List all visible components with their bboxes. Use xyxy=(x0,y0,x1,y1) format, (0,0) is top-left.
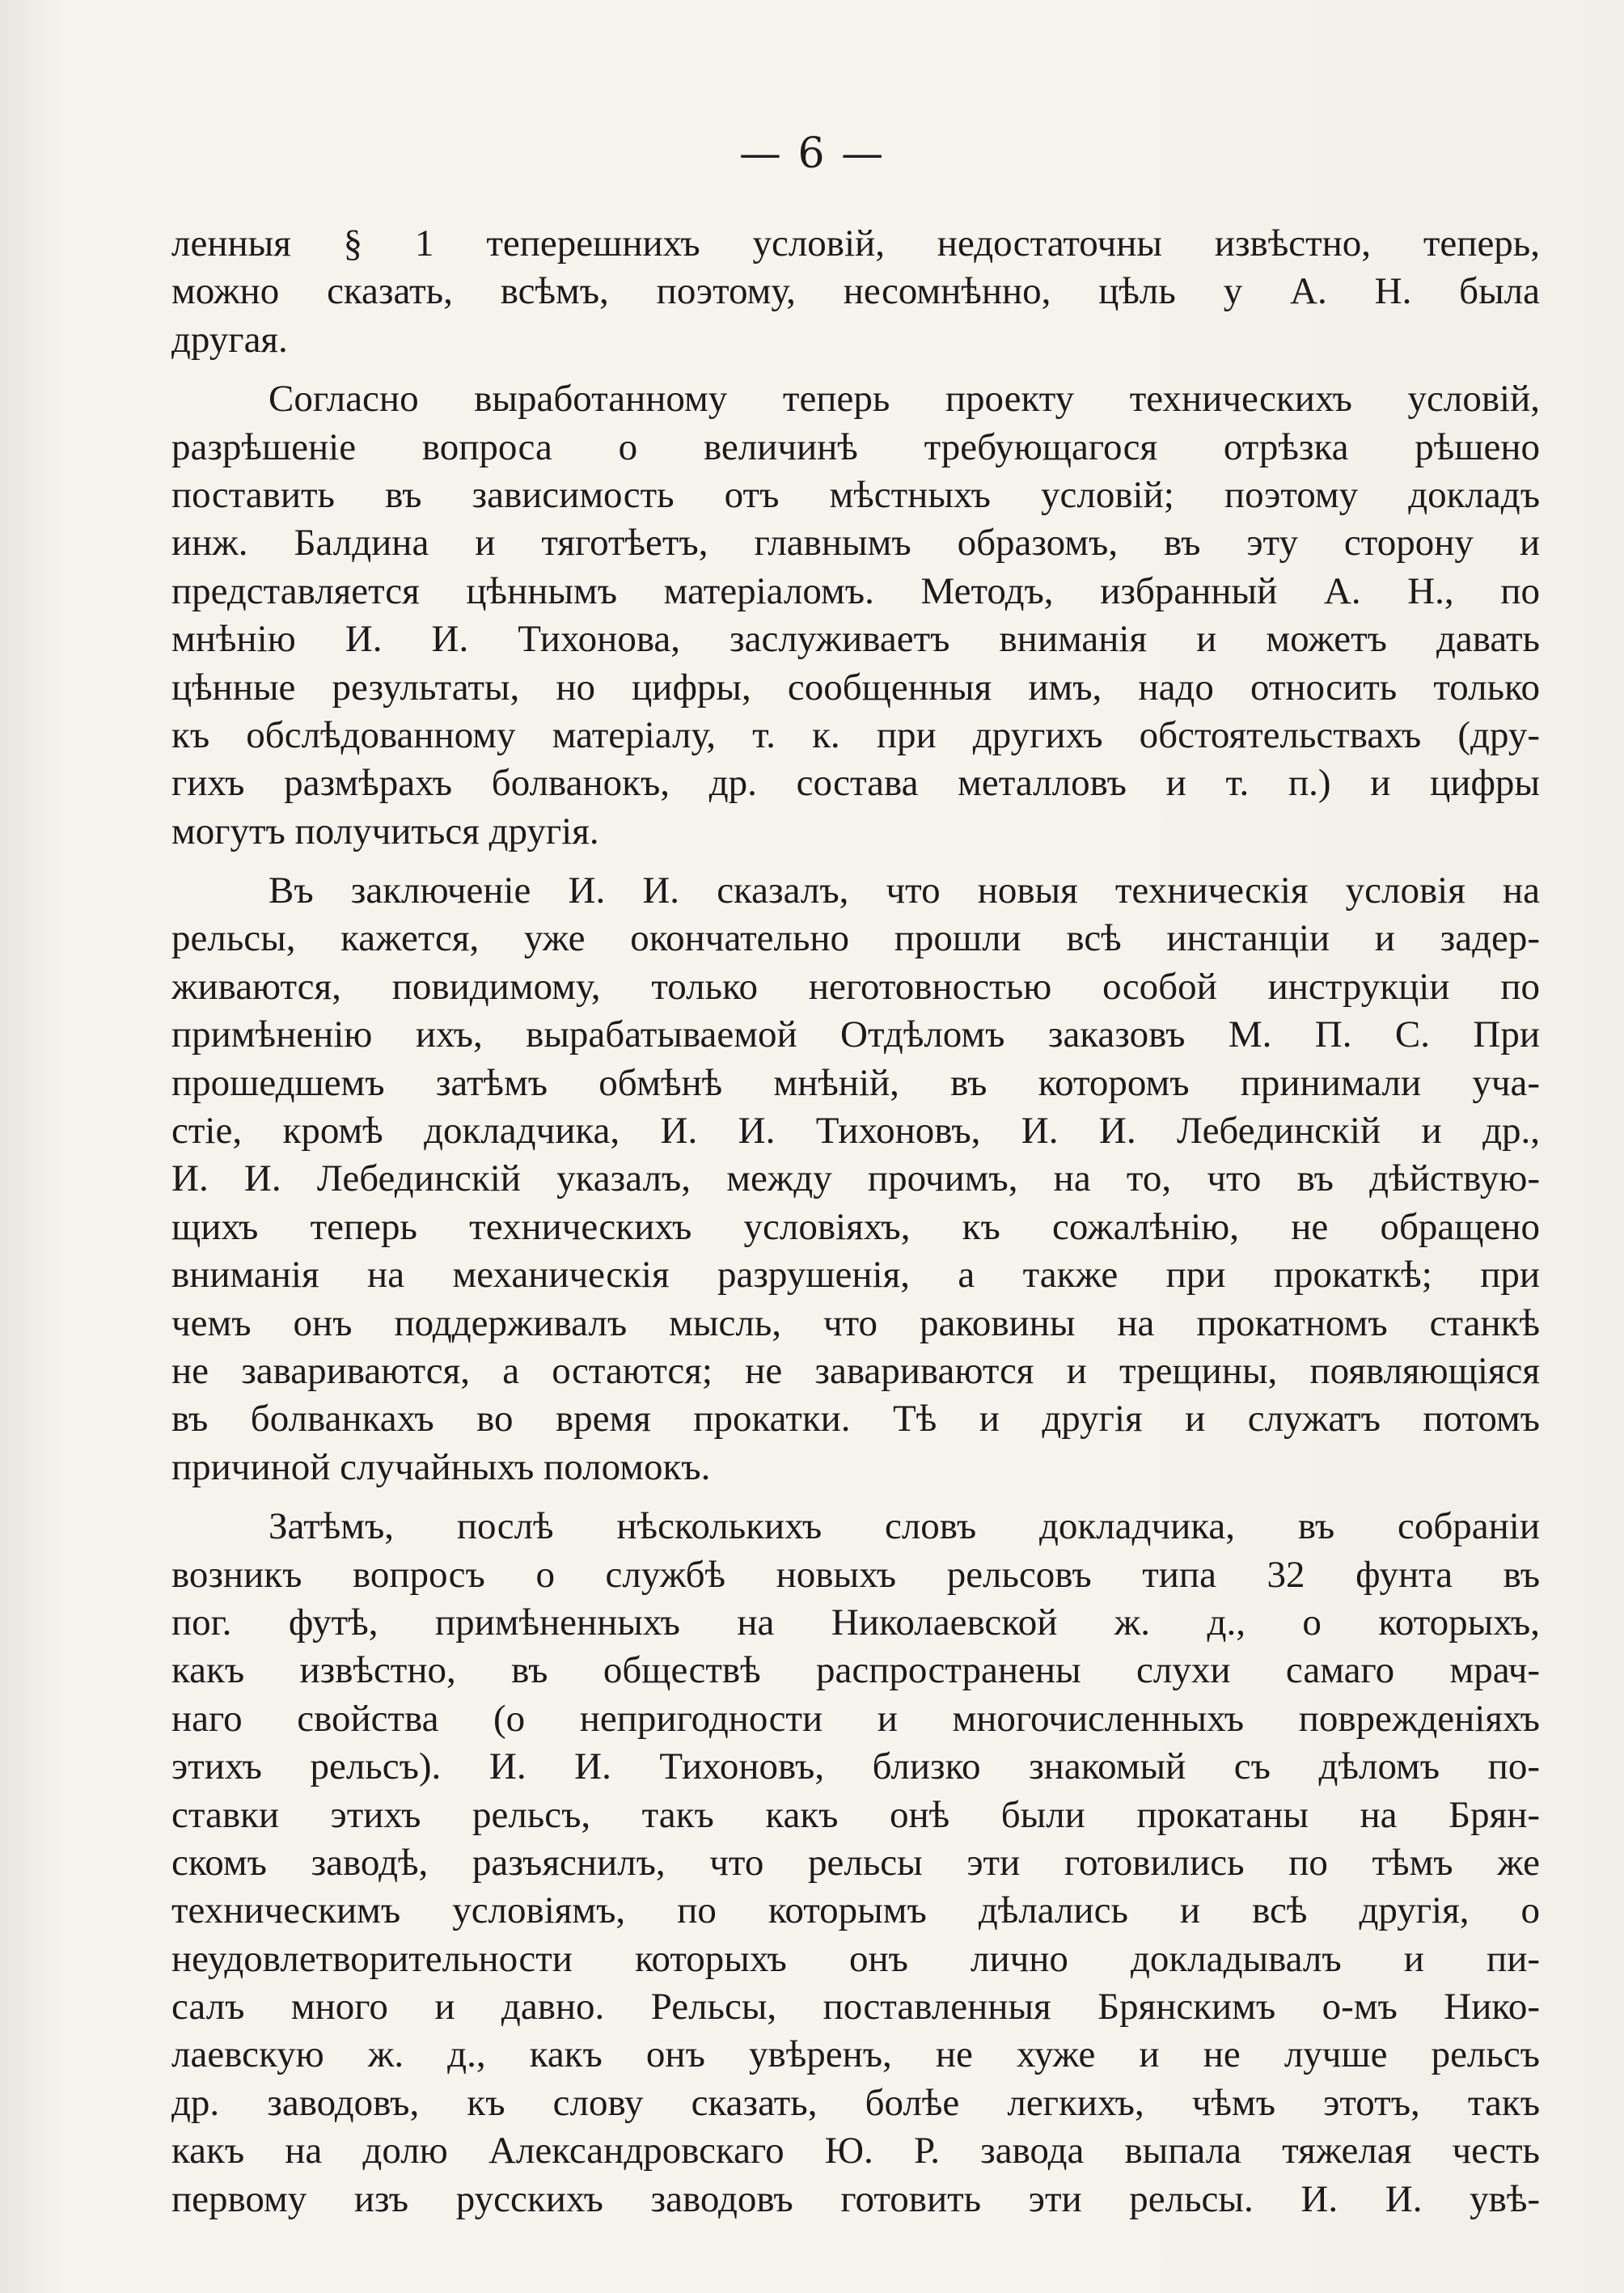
text-line: разрѣшеніе вопроса о величинѣ требующагося отрѣзка рѣшено xyxy=(171,425,1540,468)
text-line: возникъ вопросъ о службѣ новыхъ рельсовъ типа 32 фунта въ xyxy=(171,1553,1540,1596)
text-line: др. заводовъ, къ слову сказать, болѣе легкихъ, чѣмъ этотъ, такъ xyxy=(171,2081,1540,2124)
text-line: прошедшемъ затѣмъ обмѣнѣ мнѣній, въ которомъ принимали уча- xyxy=(171,1061,1540,1104)
text-line: наго свойства (о непригодности и многочисленныхъ поврежденіяхъ xyxy=(171,1697,1540,1740)
text-line: салъ много и давно. Рельсы, поставленныя Брянскимъ о-мъ Нико- xyxy=(171,1986,1540,2029)
text-line: можно сказать, всѣмъ, поэтому, несомнѣнно, цѣль у А. Н. была xyxy=(171,270,1540,313)
text-line: къ обслѣдованному матеріалу, т. к. при другихъ обстоятельствахъ (дру- xyxy=(171,713,1540,756)
text-line: Въ заключеніе И. И. сказалъ, что новыя техническія условія на xyxy=(269,869,1540,912)
text-line: неудовлетворительности которыхъ онъ лично докладывалъ и пи- xyxy=(171,1937,1540,1980)
text-line: примѣненію ихъ, вырабатываемой Отдѣломъ заказовъ М. П. С. При xyxy=(171,1013,1540,1056)
text-line: ставки этихъ рельсъ, такъ какъ онѣ были прокатаны на Брян- xyxy=(171,1793,1540,1836)
text-line: техническимъ условіямъ, по которымъ дѣлались и всѣ другія, о xyxy=(171,1889,1540,1932)
paragraph xyxy=(171,1503,1540,2223)
text-line: Согласно выработанному теперь проекту техническихъ условій, xyxy=(269,378,1540,421)
paragraph xyxy=(171,375,1540,856)
text-line: щихъ теперь техническихъ условіяхъ, къ сожалѣнію, не обращено xyxy=(171,1205,1540,1248)
paragraph xyxy=(171,867,1540,1491)
text-line: причиной случайныхъ поломокъ. xyxy=(171,1445,711,1488)
text-line: лаевскую ж. д., какъ онъ увѣренъ, не хуже и не лучше рельсъ xyxy=(171,2033,1540,2076)
text-line: представляется цѣннымъ матеріаломъ. Методъ, избранный А. Н., по xyxy=(171,569,1540,612)
text-line: И. И. Лебединскій указалъ, между прочимъ, на то, что въ дѣйствую- xyxy=(171,1157,1540,1200)
text-line: живаются, повидимому, только неготовностью особой инструкціи по xyxy=(171,965,1540,1008)
body-text xyxy=(171,220,1540,2223)
text-line: рельсы, кажется, уже окончательно прошли всѣ инстанціи и задер- xyxy=(171,917,1540,960)
text-line: пог. футѣ, примѣненныхъ на Николаевской ж. д., о которыхъ, xyxy=(171,1601,1540,1644)
text-line: инж. Балдина и тяготѣетъ, главнымъ образомъ, въ эту сторону и xyxy=(171,522,1540,565)
text-line: другая. xyxy=(171,318,288,361)
text-line: ленныя § 1 теперешнихъ условій, недостаточны извѣстно, теперь, xyxy=(171,222,1540,264)
text-line: какъ извѣстно, въ обществѣ распространены слухи самаго мрач- xyxy=(171,1649,1540,1692)
text-line: скомъ заводѣ, разъяснилъ, что рельсы эти готовились по тѣмъ же xyxy=(171,1841,1540,1884)
text-line: поставить въ зависимость отъ мѣстныхъ условій; поэтому докладъ xyxy=(171,473,1540,516)
text-line: не завариваются, а остаются; не завариваются и трещины, появляющіяся xyxy=(171,1349,1540,1392)
text-line: этихъ рельсъ). И. И. Тихоновъ, близко знакомый съ дѣломъ по- xyxy=(171,1745,1540,1788)
text-line: первому изъ русскихъ заводовъ готовить эти рельсы. И. И. увѣ- xyxy=(171,2177,1540,2220)
paragraph xyxy=(171,220,1540,364)
text-line: цѣнные результаты, но цифры, сообщенныя имъ, надо относить только xyxy=(171,666,1540,709)
text-line: мнѣнію И. И. Тихонова, заслуживаетъ вниманія и можетъ давать xyxy=(171,618,1540,661)
text-line: какъ на долю Александровскаго Ю. Р. завода выпала тяжелая честь xyxy=(171,2130,1540,2172)
text-line: чемъ онъ поддерживалъ мысль, что раковины на прокатномъ станкѣ xyxy=(171,1301,1540,1344)
text-line: могутъ получиться другія. xyxy=(171,810,599,852)
text-line: гихъ размѣрахъ болванокъ, др. состава металловъ и т. п.) и цифры xyxy=(171,762,1540,805)
text-line: въ болванкахъ во время прокатки. Тѣ и другія и служатъ потомъ xyxy=(171,1398,1540,1441)
text-line: вниманія на механическія разрушенія, а также при прокаткѣ; при xyxy=(171,1254,1540,1297)
page-number: — 6 — xyxy=(738,129,886,178)
text-line: стіе, кромѣ докладчика, И. И. Тихоновъ, И. И. Лебединскій и др., xyxy=(171,1110,1540,1153)
text-line: Затѣмъ, послѣ нѣсколькихъ словъ докладчика, въ собраніи xyxy=(269,1505,1540,1548)
